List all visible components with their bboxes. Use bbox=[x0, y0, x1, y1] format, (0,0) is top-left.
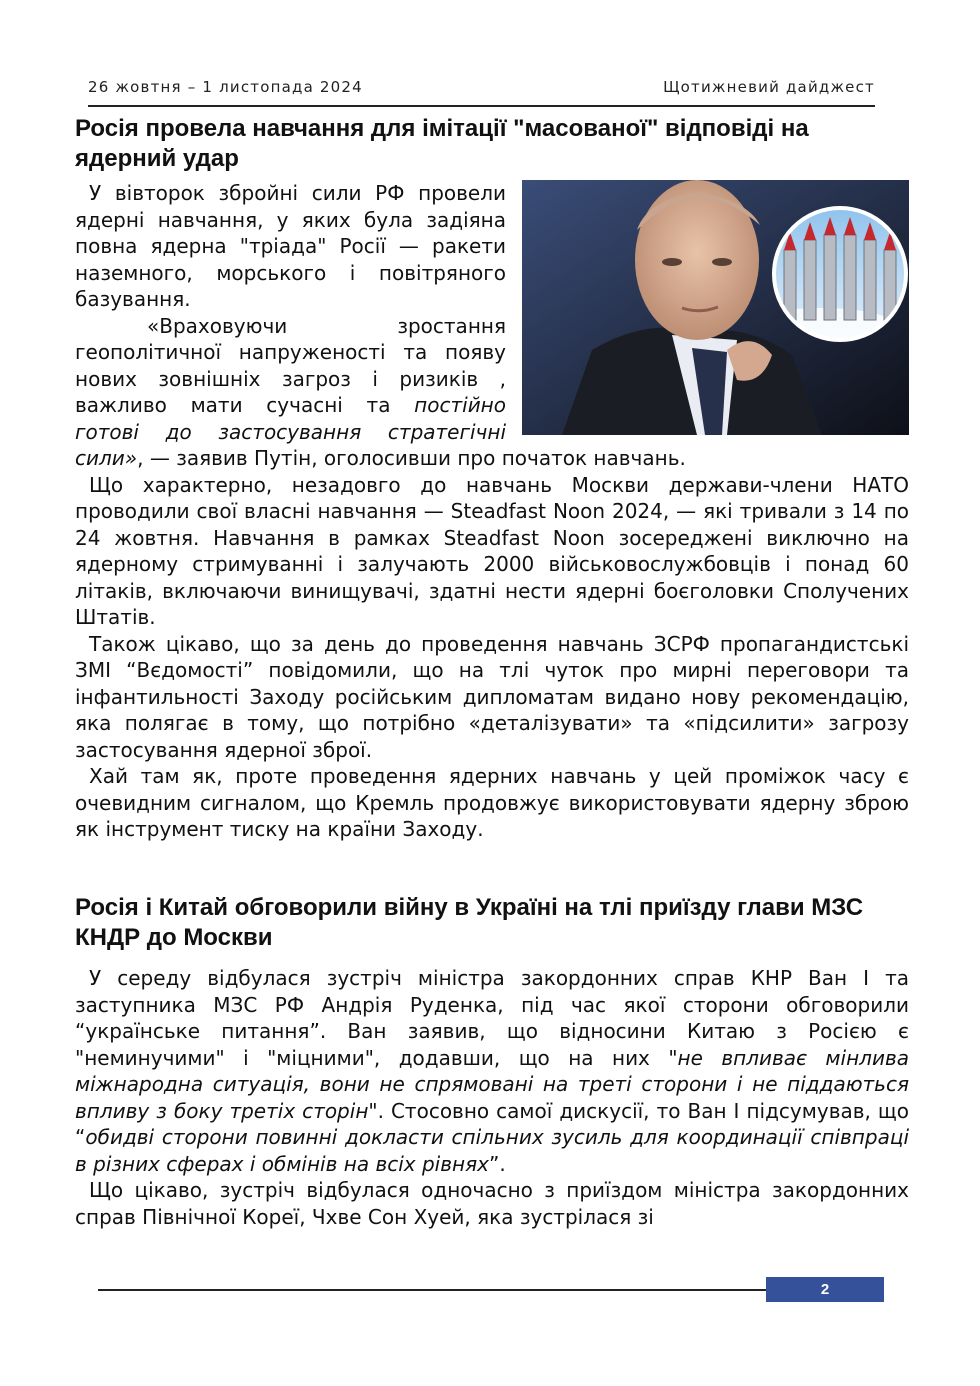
header-divider bbox=[88, 105, 875, 107]
footer-divider bbox=[98, 1289, 766, 1291]
paragraph: Що характерно, незадовго до навчань Москви держави-члени НАТО проводили свої власні навчання — Steadfast Noon 2024, — які тривали з 14 по 24 жовтня. Навчання в рамках Steadfast Noon зосереджені виключно на ядерному стримуванні і залучають 2000 військовослужбовців і понад 60 літаків, включаючи винищувачі, здатні нести ядерні боєголовки Сполучених Штатів. bbox=[75, 472, 909, 629]
page-header bbox=[88, 78, 875, 100]
article-body bbox=[75, 180, 909, 843]
paragraph: У вівторок збройні сили РФ провели ядерні навчання, у яких була задіяна повна ядерна "тріада" Росії — ракети наземного, морського і повітряного базування. bbox=[75, 181, 506, 311]
paragraph: Також цікаво, що за день до проведення навчань ЗСРФ пропагандистські ЗМІ “Вєдомості” повідомили, що на тлі чуток про мирні переговори та інфантильності Заходу російським дипломатам видано нову рекомендацію, яка полягає в тому, що потрібно «деталізувати» та «підсилити» загрозу застосування ядерної зброї. bbox=[75, 631, 909, 762]
article-russia-china bbox=[75, 893, 909, 1230]
text: ". Стосовно самої дискусії, то Ван І підсумував, що “ bbox=[75, 1098, 909, 1149]
page-number-badge: 2 bbox=[766, 1277, 884, 1302]
article-nuclear-drills bbox=[75, 114, 909, 843]
italic-quote: обидві сторони повинні докласти спільних зусиль для координації співпраці в різних сферах і обмінів на всіх рівнях bbox=[75, 1125, 909, 1176]
article-headline: Росія провела навчання для імітації "масованої" відповіді на ядерний удар bbox=[75, 115, 809, 172]
paragraph: Хай там як, проте проведення ядерних навчань у цей проміжок часу є очевидним сигналом, що Кремль продовжує використовувати ядерну зброю як інструмент тиску на країни Заходу. bbox=[75, 764, 909, 841]
text: У середу відбулася зустріч міністра закордонних справ КНР Ван І та заступника МЗС РФ Андрія Руденка, під час якої сторони обговорили “українське питання”. Ван заявив, що відносини Китаю з Росією є "неминучими" і "міцними", додавши, що на них " bbox=[75, 966, 909, 1070]
article-photo bbox=[522, 180, 909, 435]
quote-text: «Враховуючи зростання геополітичної напруженості та появу нових зовнішніх загроз і ризиків , важливо мати сучасні та bbox=[75, 313, 506, 417]
header-digest-title: Щотижневий дайджест bbox=[663, 78, 875, 96]
text: ”. bbox=[488, 1151, 506, 1176]
header-date-range: 26 жовтня – 1 листопада 2024 bbox=[88, 78, 363, 96]
putin-missiles-photo bbox=[522, 180, 909, 435]
paragraph bbox=[75, 965, 909, 1177]
italic-quote: не впливає мінлива міжнародна ситуація, вони не спрямовані на треті сторони і не піддаються впливу з боку третіх сторін bbox=[75, 1045, 909, 1123]
article-headline: Росія і Китай обговорили війну в Україні на тлі приїзду глави МЗС КНДР до Москви bbox=[75, 894, 864, 951]
article-body bbox=[75, 965, 909, 1230]
quote-italic: постійно готові до застосування стратегічні сили» bbox=[75, 393, 506, 470]
quote-attribution: , — заявив Путін, оголосивши про початок навчань. bbox=[137, 446, 686, 470]
paragraph: Що цікаво, зустріч відбулася одночасно з приїздом міністра закордонних справ Північної Кореї, Чхве Сон Хуей, яка зустрілася зі bbox=[75, 1178, 909, 1229]
